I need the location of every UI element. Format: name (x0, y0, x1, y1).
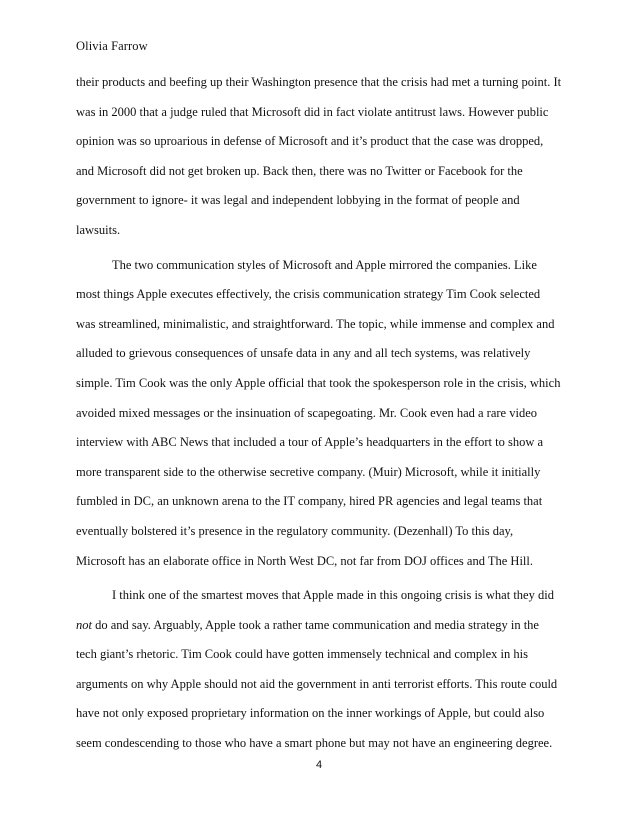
text-line: their products and beefing up their Washington presence that the crisis had met a turning point. It (76, 75, 562, 89)
text-line: was streamlined, minimalistic, and straightforward. The topic, while immense and complex and (76, 316, 555, 331)
text-line: alluded to grievous consequences of unsafe data in any and all tech systems, was relatively (76, 346, 531, 361)
paragraph-1 (76, 72, 576, 250)
text-line: opinion was so uproarious in defense of Microsoft and it’s product that the case was dropped, (76, 134, 544, 149)
text-line: lawsuits. (76, 222, 121, 237)
text-line: arguments on why Apple should not aid the government in anti terrorist efforts. This route could (76, 676, 558, 691)
author-header: Olivia Farrow (76, 39, 148, 53)
emphasis-text: not (76, 617, 92, 632)
text-line: government to ignore- it was legal and independent lobbying in the format of people and (76, 193, 520, 208)
text-line: was in 2000 that a judge ruled that Microsoft did in fact violate antitrust laws. However public (76, 104, 549, 119)
body-text (76, 72, 576, 763)
text-line (76, 615, 576, 645)
paragraph-2 (76, 255, 576, 581)
text-line: more transparent side to the otherwise secretive company. (Muir) Microsoft, while it initially (76, 464, 541, 479)
text-span: do and say. Arguably, Apple took a rather tame communication and media strategy in the (91, 617, 539, 632)
text-line: simple. Tim Cook was the only Apple official that took the spokesperson role in the crisis, which (76, 375, 561, 390)
text-line: avoided mixed messages or the insinuation of scapegoating. Mr. Cook even had a rare video (76, 405, 537, 420)
text-line: fumbled in DC, an unknown arena to the IT company, hired PR agencies and legal teams that (76, 494, 543, 509)
text-line: Microsoft has an elaborate office in North West DC, not far from DOJ offices and The Hill. (76, 553, 533, 568)
text-line: I think one of the smartest moves that Apple made in this ongoing crisis is what they did (112, 588, 554, 603)
text-line: most things Apple executes effectively, the crisis communication strategy Tim Cook selected (76, 287, 541, 302)
text-line: tech giant’s rhetoric. Tim Cook could have gotten immensely technical and complex in his (76, 647, 528, 662)
text-line: and Microsoft did not get broken up. Back then, there was no Twitter or Facebook for the (76, 163, 523, 178)
text-line: seem condescending to those who have a smart phone but may not have an engineering degree. (76, 736, 553, 751)
text-line: have not only exposed proprietary information on the inner workings of Apple, but could also (76, 706, 545, 721)
page-number: 4 (315, 759, 323, 771)
text-line: The two communication styles of Microsoft and Apple mirrored the companies. Like (112, 257, 537, 272)
paragraph-3 (76, 585, 576, 763)
text-line: eventually bolstered it’s presence in the regulatory community. (Dezenhall) To this day, (76, 523, 514, 538)
text-line: interview with ABC News that included a tour of Apple’s headquarters in the effort to show a (76, 435, 544, 450)
